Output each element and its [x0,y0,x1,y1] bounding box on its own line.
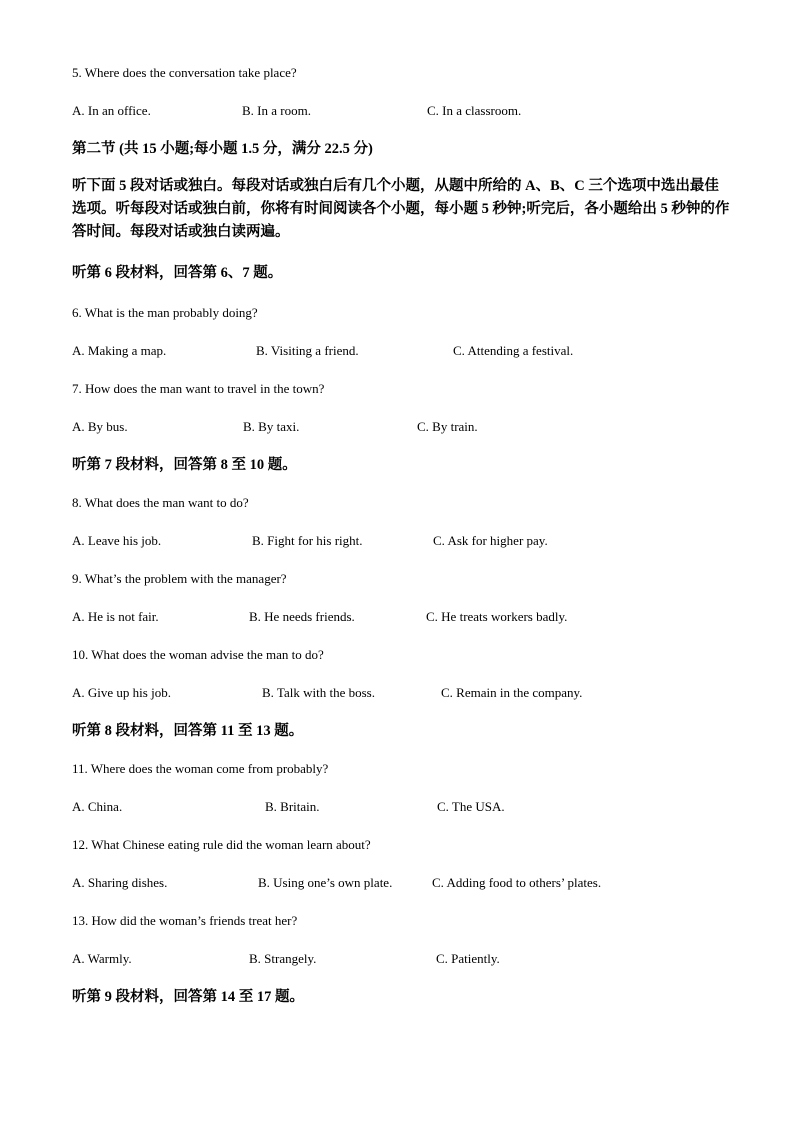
option-c: C. Patiently. [436,951,500,966]
passage-heading-8: 听第 8 段材料，回答第 11 至 13 题。 [72,723,304,739]
option-a: A. Making a map. [72,343,167,358]
option-b: B. In a room. [242,103,311,118]
option-a: A. Give up his job. [72,685,171,700]
option-c: C. Attending a festival. [453,343,574,358]
option-c: C. In a classroom. [427,103,522,118]
passage-heading-9: 听第 9 段材料，回答第 14 至 17 题。 [72,989,304,1005]
passage-heading-7: 听第 7 段材料，回答第 8 至 10 题。 [72,457,297,473]
option-a: A. By bus. [72,419,128,434]
option-b: B. Talk with the boss. [262,685,375,700]
question-13: 13. How did the woman’s friends treat her? [72,913,298,928]
option-b: B. Fight for his right. [252,533,363,548]
option-b: B. By taxi. [243,419,300,434]
question-11: 11. Where does the woman come from probably? [72,761,329,776]
option-c: C. By train. [417,419,478,434]
option-a: A. Warmly. [72,951,132,966]
option-a: A. Sharing dishes. [72,875,168,890]
question-7: 7. How does the man want to travel in the town? [72,381,325,396]
option-b: B. Visiting a friend. [256,343,359,358]
option-b: B. Britain. [265,799,320,814]
section-heading: 第二节 (共 15 小题;每小题 1.5 分，满分 22.5 分) [72,141,373,157]
question-9: 9. What’s the problem with the manager? [72,571,287,586]
option-b: B. Using one’s own plate. [258,875,393,890]
option-b: B. He needs friends. [249,609,355,624]
question-12: 12. What Chinese eating rule did the woman learn about? [72,837,371,852]
question-5: 5. Where does the conversation take place? [72,65,297,80]
option-c: C. The USA. [437,799,505,814]
question-10: 10. What does the woman advise the man to do? [72,647,324,662]
option-c: C. He treats workers badly. [426,609,568,624]
question-8: 8. What does the man want to do? [72,495,249,510]
option-a: A. In an office. [72,103,151,118]
option-a: A. Leave his job. [72,533,162,548]
option-b: B. Strangely. [249,951,317,966]
option-a: A. China. [72,799,123,814]
section-instructions: 听下面 5 段对话或独白。每段对话或独白后有几个小题，从题中所给的 A、B、C 三个选项中选出最佳选项。听每段对话或独白前，你将有时间阅读各个小题，每小题 5 秒钟;听完后，各小题给出 5 秒钟的作答时间。每段对话或独白读两遍。 [72,178,730,240]
option-c: C. Remain in the company. [441,685,583,700]
question-6: 6. What is the man probably doing? [72,305,258,320]
passage-heading-6: 听第 6 段材料，回答第 6、7 题。 [72,265,283,281]
option-c: C. Adding food to others’ plates. [432,875,602,890]
option-c: C. Ask for higher pay. [433,533,548,548]
option-a: A. He is not fair. [72,609,159,624]
